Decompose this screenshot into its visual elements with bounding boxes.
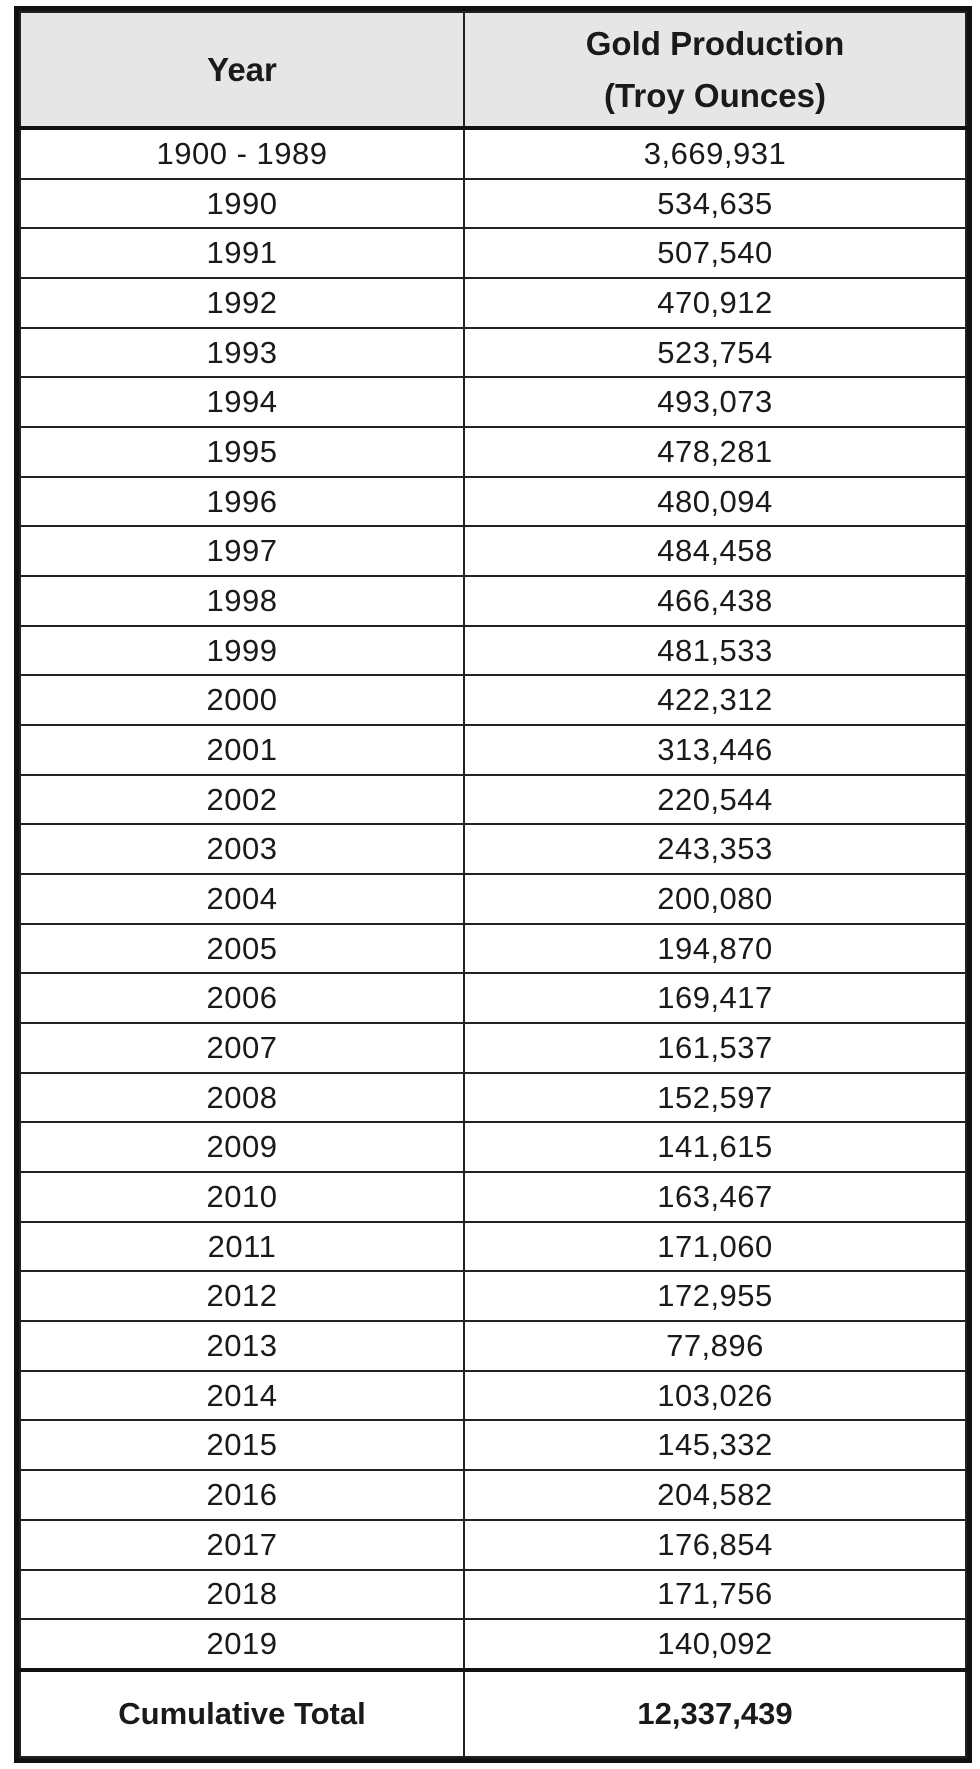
year-cell: 1997 [20, 526, 464, 576]
table-footer [20, 1670, 966, 1757]
production-cell: 243,353 [464, 824, 966, 874]
table-row [20, 477, 966, 527]
production-cell: 171,756 [464, 1570, 966, 1620]
table-row [20, 128, 966, 179]
total-label: Cumulative Total [20, 1670, 464, 1757]
production-cell: 169,417 [464, 973, 966, 1023]
table-row [20, 1321, 966, 1371]
table-row [20, 1271, 966, 1321]
production-cell: 3,669,931 [464, 128, 966, 179]
table-row [20, 924, 966, 974]
production-cell: 470,912 [464, 278, 966, 328]
table-row [20, 179, 966, 229]
table-row [20, 328, 966, 378]
year-column-header: Year [20, 12, 464, 128]
table-row [20, 427, 966, 477]
gold-production-table [19, 11, 967, 1758]
production-cell: 204,582 [464, 1470, 966, 1520]
production-cell: 422,312 [464, 675, 966, 725]
table-row [20, 278, 966, 328]
production-cell: 493,073 [464, 377, 966, 427]
table-header [20, 12, 966, 128]
year-cell: 2004 [20, 874, 464, 924]
production-cell: 523,754 [464, 328, 966, 378]
year-cell: 1993 [20, 328, 464, 378]
year-cell: 2003 [20, 824, 464, 874]
year-cell: 1990 [20, 179, 464, 229]
year-cell: 2008 [20, 1073, 464, 1123]
total-row [20, 1670, 966, 1757]
table-row [20, 775, 966, 825]
table-row [20, 725, 966, 775]
production-cell: 313,446 [464, 725, 966, 775]
table-row [20, 973, 966, 1023]
year-cell: 1900 - 1989 [20, 128, 464, 179]
year-cell: 1995 [20, 427, 464, 477]
production-cell: 103,026 [464, 1371, 966, 1421]
year-cell: 2000 [20, 675, 464, 725]
table-row [20, 675, 966, 725]
production-cell: 466,438 [464, 576, 966, 626]
production-cell: 220,544 [464, 775, 966, 825]
year-cell: 2014 [20, 1371, 464, 1421]
production-cell: 194,870 [464, 924, 966, 974]
production-cell: 161,537 [464, 1023, 966, 1073]
production-header-line-2: (Troy Ounces) [604, 76, 826, 114]
year-cell: 2013 [20, 1321, 464, 1371]
year-cell: 2002 [20, 775, 464, 825]
table-row [20, 1122, 966, 1172]
year-cell: 2011 [20, 1222, 464, 1272]
year-cell: 2007 [20, 1023, 464, 1073]
year-cell: 2017 [20, 1520, 464, 1570]
table-row [20, 1023, 966, 1073]
year-cell: 2015 [20, 1420, 464, 1470]
table-row [20, 1222, 966, 1272]
header-row [20, 12, 966, 128]
year-cell: 2018 [20, 1570, 464, 1620]
production-cell: 478,281 [464, 427, 966, 477]
table-row [20, 526, 966, 576]
production-cell: 480,094 [464, 477, 966, 527]
year-cell: 2016 [20, 1470, 464, 1520]
table-row [20, 228, 966, 278]
table-row [20, 874, 966, 924]
table-body [20, 128, 966, 1670]
year-cell: 2019 [20, 1619, 464, 1670]
table-row [20, 1420, 966, 1470]
table-row [20, 1172, 966, 1222]
year-cell: 1996 [20, 477, 464, 527]
production-cell: 140,092 [464, 1619, 966, 1670]
total-value: 12,337,439 [464, 1670, 966, 1757]
production-cell: 484,458 [464, 526, 966, 576]
table-row [20, 824, 966, 874]
table-row [20, 377, 966, 427]
year-cell: 2006 [20, 973, 464, 1023]
table-row [20, 1470, 966, 1520]
production-cell: 534,635 [464, 179, 966, 229]
year-cell: 2012 [20, 1271, 464, 1321]
year-cell: 1994 [20, 377, 464, 427]
production-cell: 171,060 [464, 1222, 966, 1272]
production-cell: 176,854 [464, 1520, 966, 1570]
year-cell: 1998 [20, 576, 464, 626]
table-row [20, 1520, 966, 1570]
production-cell: 77,896 [464, 1321, 966, 1371]
year-cell: 2005 [20, 924, 464, 974]
table-row [20, 576, 966, 626]
production-header-line-1: Gold Production [585, 24, 845, 62]
production-cell: 141,615 [464, 1122, 966, 1172]
production-cell: 481,533 [464, 626, 966, 676]
year-cell: 2010 [20, 1172, 464, 1222]
production-cell: 163,467 [464, 1172, 966, 1222]
production-cell: 172,955 [464, 1271, 966, 1321]
production-cell: 200,080 [464, 874, 966, 924]
gold-production-table-container [14, 6, 972, 1763]
production-cell: 145,332 [464, 1420, 966, 1470]
production-column-header [464, 12, 966, 128]
table-row [20, 1371, 966, 1421]
table-row [20, 1073, 966, 1123]
production-cell: 152,597 [464, 1073, 966, 1123]
table-row [20, 626, 966, 676]
year-cell: 1999 [20, 626, 464, 676]
year-cell: 2001 [20, 725, 464, 775]
table-row [20, 1619, 966, 1670]
production-cell: 507,540 [464, 228, 966, 278]
year-cell: 2009 [20, 1122, 464, 1172]
table-row [20, 1570, 966, 1620]
year-cell: 1992 [20, 278, 464, 328]
year-cell: 1991 [20, 228, 464, 278]
